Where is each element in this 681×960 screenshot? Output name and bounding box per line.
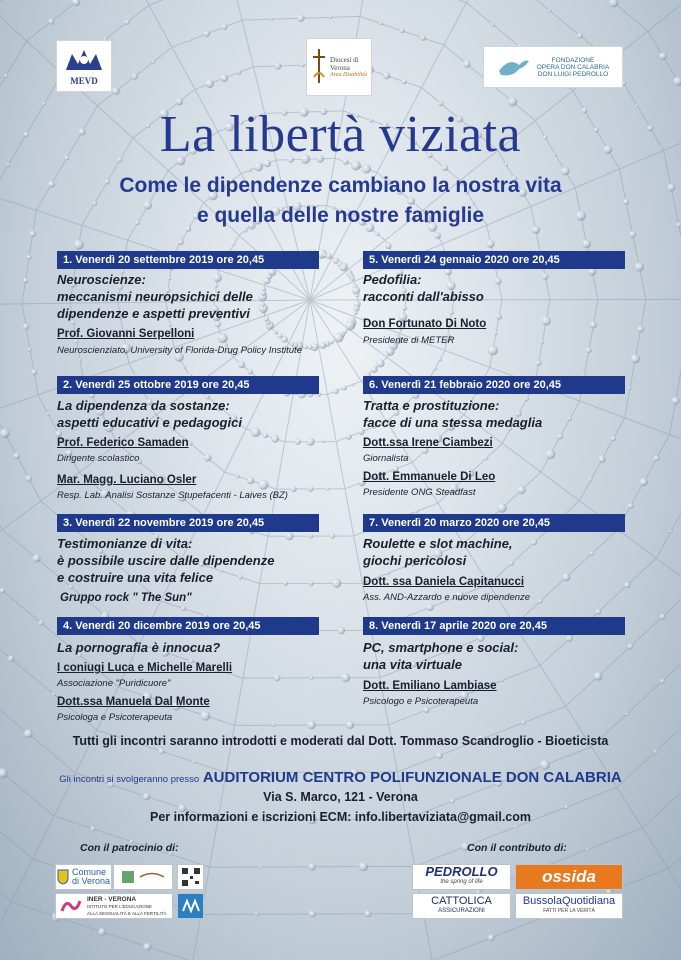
event-2-speaker-2-role: Resp. Lab. Analisi Sostanze Stupefacenti - Laives (BZ): [57, 490, 288, 501]
event-8-title-line1: PC, smartphone e social:: [363, 640, 519, 655]
dew-drop: [625, 713, 628, 716]
dew-drop: [178, 239, 184, 245]
dew-drop: [445, 268, 452, 275]
dew-drop: [386, 572, 390, 576]
dew-drop: [38, 620, 43, 625]
dew-drop: [25, 475, 32, 482]
event-2-speaker-1-name: Prof. Federico Samaden: [57, 437, 189, 449]
dew-drop: [628, 387, 631, 390]
dew-drop: [248, 168, 252, 172]
foundation-line3: DON LUIGI PEDROLLO: [537, 70, 609, 78]
dew-drop: [353, 305, 359, 311]
dew-drop: [449, 310, 454, 315]
dew-drop: [271, 435, 279, 443]
dew-drop: [436, 752, 443, 759]
dew-drop: [590, 321, 597, 328]
dew-drop: [487, 240, 495, 248]
dew-drop: [433, 366, 437, 370]
dew-drop: [219, 569, 222, 572]
dew-drop: [192, 760, 196, 764]
dew-drop: [320, 342, 327, 349]
mevd-logo: [56, 40, 112, 92]
sponsor-mark-icon: [181, 899, 201, 913]
event-2-speaker-1-role: Dirigente scolastico: [57, 453, 140, 464]
dew-drop: [247, 369, 253, 375]
dew-drop: [221, 24, 227, 30]
comune-shield-icon: [57, 869, 69, 885]
dew-drop: [442, 165, 449, 172]
event-3-title-line3: e costruire una vita felice: [57, 570, 214, 585]
dew-drop: [352, 287, 360, 295]
dew-drop: [531, 540, 537, 546]
diocese-line3: Area Disabilità: [330, 72, 367, 78]
dew-drop: [236, 474, 240, 478]
dew-drop: [255, 912, 259, 916]
event-5-speaker-1-name: Don Fortunato Di Noto: [363, 318, 487, 330]
dew-drop: [308, 581, 313, 586]
dew-drop: [270, 18, 273, 21]
event-4-speaker-1-role: Associazione "Puridicuore": [57, 678, 171, 689]
dew-drop: [98, 928, 106, 936]
venue-prefix: Gli incontri si svolgeranno presso: [59, 774, 200, 785]
dew-drop: [132, 73, 138, 79]
dew-drop: [509, 561, 514, 566]
diocese-logo: [306, 38, 372, 96]
event-5-speaker-1-role: Presidente di METER: [363, 335, 455, 346]
event-4-speaker-1-name: I coniugi Luca e Michelle Marelli: [57, 662, 233, 674]
dew-drop: [168, 277, 171, 280]
dew-drop: [595, 609, 601, 615]
event-6-speaker-2-name: Dott. Emmanuele Di Leo: [363, 471, 496, 483]
dew-drop: [309, 910, 316, 917]
dew-drop: [501, 679, 504, 682]
dew-drop: [424, 707, 430, 713]
dew-drop: [558, 434, 564, 440]
dew-drop: [277, 333, 282, 338]
dew-drop: [309, 534, 314, 539]
event-8-speaker-1-role: Psicologo e Psicoterapeuta: [363, 696, 479, 707]
dew-drop: [260, 302, 265, 307]
event-7-speaker-1-name: Dott. ssa Daniela Capitanucci: [363, 576, 525, 588]
dew-drop: [536, 360, 542, 366]
iner-verona-logo: [55, 893, 173, 919]
dew-drop: [488, 346, 498, 356]
dew-drop: [181, 606, 186, 611]
event-7-title-line2: giochi pericolosi: [363, 553, 467, 568]
dew-drop: [28, 347, 32, 351]
comune-verona-logo: [55, 864, 112, 890]
event-4-date-bar: 4. Venerdì 20 dicembre 2019 ore 20,45: [57, 617, 319, 635]
dew-drop: [307, 721, 315, 729]
event-3-title-line1: Testimonianze di vita:: [57, 536, 193, 551]
dew-drop: [438, 357, 442, 361]
dew-drop: [268, 268, 276, 276]
dew-drop: [628, 644, 634, 650]
comune-line1: Comune: [71, 867, 107, 877]
dew-drop: [564, 805, 568, 809]
dew-drop: [262, 287, 267, 292]
dew-drop: [204, 31, 210, 37]
dew-drop: [188, 441, 192, 445]
dew-drop: [514, 825, 517, 828]
dew-drop: [659, 52, 667, 60]
dew-drop: [386, 347, 395, 356]
ossida-name: ossida: [542, 867, 596, 886]
event-6-speaker-1-name: Dott.ssa Irene Ciambezi: [363, 437, 493, 449]
dew-drop: [275, 63, 282, 70]
event-3-date-bar: 3. Venerdì 22 novembre 2019 ore 20,45: [57, 514, 319, 532]
dew-drop: [259, 480, 269, 490]
dew-drop: [491, 23, 495, 27]
diocese-sponsor-logo: [113, 864, 173, 890]
dew-drop: [542, 273, 549, 280]
dew-drop: [673, 77, 681, 86]
moderator-line: Tutti gli incontri saranno introdotti e moderati dal Dott. Tommaso Scandroglio - Bioeticista: [72, 734, 609, 748]
dew-drop: [562, 573, 570, 581]
dew-drop: [660, 679, 665, 684]
pedrollo-name: PEDROLLO: [425, 864, 498, 879]
subtitle-line1: Come le dipendenze cambiano la nostra vita: [119, 174, 562, 197]
dew-drop: [518, 486, 526, 494]
mevd-label: MEVD: [70, 76, 98, 86]
dew-drop: [598, 456, 605, 463]
dew-drop: [285, 532, 293, 540]
dew-drop: [488, 934, 495, 941]
dew-drop: [362, 164, 371, 173]
dew-drop: [23, 323, 29, 329]
cattolica-subtitle: ASSICURAZIONI: [438, 908, 485, 914]
event-4-speaker-2-role: Psicologa e Psicoterapeuta: [57, 712, 173, 723]
pedrollo-tagline: the spring of life: [440, 879, 483, 885]
dew-drop: [351, 383, 354, 386]
dove-icon: [497, 55, 531, 79]
dew-drop: [220, 74, 228, 82]
dew-drop: [308, 486, 314, 492]
dew-drop: [78, 358, 82, 362]
dew-drop: [654, 750, 658, 754]
dew-drop: [310, 676, 314, 680]
dew-drop: [48, 18, 54, 24]
dew-drop: [30, 230, 37, 237]
pedrollo-logo: [412, 864, 511, 890]
dew-drop: [74, 240, 84, 250]
foundation-logo: [483, 46, 623, 88]
dew-drop: [415, 510, 418, 513]
dew-drop: [355, 293, 359, 297]
event-7-title-line1: Roulette e slot machine,: [363, 536, 513, 551]
dew-drop: [205, 79, 214, 88]
info-email-line: Per informazioni e iscrizioni ECM: info.libertaviziata@gmail.com: [149, 810, 531, 824]
dew-drop: [8, 655, 15, 662]
dew-drop: [188, 39, 191, 42]
dew-drop: [345, 321, 355, 331]
dew-drop: [232, 242, 235, 245]
dew-drop: [629, 231, 636, 238]
dew-drop: [496, 314, 502, 320]
dew-drop: [590, 551, 595, 556]
dew-drop: [546, 450, 555, 459]
dew-drop: [654, 456, 660, 462]
comune-line2: di Verona: [71, 876, 111, 886]
dew-drop: [329, 15, 333, 19]
dew-drop: [339, 263, 348, 272]
dew-drop: [238, 575, 243, 580]
dew-drop: [346, 721, 354, 729]
foundation-line1: FONDAZIONE: [551, 56, 595, 64]
event-6-speaker-2-role: Presidente ONG Steadfast: [363, 487, 476, 498]
dew-drop: [158, 748, 164, 754]
bussola-logo: [515, 893, 623, 919]
dew-drop: [247, 477, 255, 485]
mevd-emblem-icon: [62, 46, 106, 76]
dew-drop: [52, 693, 56, 697]
cattolica-logo: [412, 893, 511, 919]
dew-drop: [337, 627, 345, 635]
dew-drop: [183, 365, 187, 369]
dew-drop: [495, 278, 502, 285]
iner-line1: INER - VERONA: [87, 895, 137, 903]
event-5-date-bar: 5. Venerdì 24 gennaio 2020 ore 20,45: [363, 251, 625, 269]
event-5-title-line1: Pedofilia:: [363, 272, 422, 287]
dew-drop: [283, 581, 288, 586]
dew-drop: [498, 503, 507, 512]
blue-sponsor-logo: [177, 893, 204, 919]
dew-drop: [402, 306, 407, 311]
dew-drop: [23, 278, 28, 283]
dew-drop: [401, 79, 406, 84]
dew-drop: [566, 635, 573, 642]
cross-icon: [311, 47, 327, 87]
event-8-date-bar: 8. Venerdì 17 aprile 2020 ore 20,45: [363, 617, 625, 635]
dew-drop: [306, 438, 314, 446]
event-2-date-bar: 2. Venerdì 25 ottobre 2019 ore 20,45: [57, 376, 319, 394]
dew-drop: [215, 284, 219, 288]
venue-name: AUDITORIUM CENTRO POLIFUNZIONALE DON CALABRIA: [202, 769, 622, 786]
dew-drop: [251, 427, 261, 437]
dew-drop: [274, 330, 278, 334]
dew-drop: [541, 340, 545, 344]
dew-drop: [168, 323, 171, 326]
event-2-speaker-2-name: Mar. Magg. Luciano Osler: [57, 474, 197, 486]
dew-drop: [594, 672, 603, 681]
dew-drop: [308, 345, 313, 350]
event-3-speaker-1-name: Gruppo rock " The Sun": [60, 592, 192, 604]
dew-drop: [238, 361, 245, 368]
dew-drop: [611, 436, 616, 441]
dew-drop: [263, 433, 268, 438]
event-8-speaker-1-name: Dott. Emiliano Lambiase: [363, 680, 497, 692]
dew-drop: [236, 70, 241, 75]
dew-drop: [330, 533, 335, 538]
dew-drop: [301, 63, 305, 67]
event-4-speaker-2-name: Dott.ssa Manuela Dal Monte: [57, 696, 210, 708]
dew-drop: [376, 232, 380, 236]
dew-drop: [524, 397, 529, 402]
dew-drop: [143, 943, 151, 951]
dew-drop: [322, 440, 325, 443]
dew-drop: [379, 22, 383, 26]
dew-drop: [271, 723, 275, 727]
dew-drop: [213, 274, 222, 283]
dew-drop: [624, 582, 630, 588]
dew-drop: [112, 87, 120, 95]
bussola-name: BussolaQuotidiana: [522, 895, 616, 907]
event-1-title-line1: Neuroscienze:: [57, 272, 146, 287]
event-6-speaker-1-role: Giornalista: [363, 453, 409, 464]
event-1-title-line3: dipendenze e aspetti preventivi: [57, 306, 250, 321]
dew-drop: [542, 316, 551, 325]
bussola-tagline: FATTI PER LA VERITÀ: [543, 908, 595, 914]
event-8-title-line2: una vita virtuale: [363, 657, 462, 672]
dew-drop: [609, 0, 618, 7]
dew-drop: [376, 359, 384, 367]
dew-drop: [47, 413, 50, 416]
event-6-title-line2: facce di una stessa medaglia: [363, 415, 543, 430]
dew-drop: [346, 434, 352, 440]
dew-drop: [4, 74, 8, 78]
dew-drop: [538, 599, 543, 604]
dew-drop: [640, 478, 648, 486]
dew-drop: [672, 397, 680, 405]
event-5-title-line2: racconti dall'abisso: [363, 289, 484, 304]
event-3-title-line2: è possibile uscire dalle dipendenze: [57, 553, 275, 568]
dew-drop: [27, 255, 32, 260]
dew-drop: [201, 711, 211, 721]
event-1-speaker-1-name: Prof. Giovanni Serpelloni: [57, 328, 195, 340]
dew-drop: [274, 675, 280, 681]
dew-drop: [494, 332, 498, 336]
dew-drop: [568, 417, 572, 421]
diocese-line1: Diocesi di: [330, 56, 359, 64]
dew-drop: [427, 604, 434, 611]
event-2-title-line2: aspetti educativi e pedagogici: [57, 415, 242, 430]
qr-code: [177, 864, 204, 890]
dew-drop: [291, 486, 297, 492]
dew-drop: [308, 863, 316, 871]
event-1-speaker-1-role: Neuroscienziato, University of Florida-Drug Policy Institute: [57, 345, 302, 356]
iner-emblem-icon: [60, 897, 82, 915]
iner-line2: ISTITUTO PER L'EDUCAZIONE: [87, 903, 153, 909]
contribution-label: Con il contributo di:: [467, 842, 567, 854]
dew-drop: [354, 311, 358, 315]
event-1-date-bar: 1. Venerdì 20 settembre 2019 ore 20,45: [57, 251, 319, 269]
event-6-title-line1: Tratta e prostituzione:: [363, 398, 500, 413]
patronage-label: Con il patrocinio di:: [80, 842, 179, 854]
subtitle-line2: e quella delle nostre famiglie: [196, 204, 485, 227]
dew-drop: [582, 239, 591, 248]
dew-drop: [637, 326, 644, 333]
dew-drop: [72, 0, 80, 6]
event-2-title-line1: La dipendenza da sostanze:: [57, 398, 230, 413]
dew-drop: [577, 33, 583, 39]
dew-drop: [660, 614, 666, 620]
event-7-date-bar: 7. Venerdì 20 marzo 2020 ore 20,45: [363, 514, 625, 532]
dew-drop: [383, 72, 390, 79]
dew-drop: [218, 333, 228, 343]
dew-drop: [628, 503, 634, 509]
dew-drop: [385, 243, 391, 249]
ossida-logo: [515, 864, 623, 890]
venue-address: Via S. Marco, 121 - Verona: [263, 790, 418, 804]
dew-drop: [365, 910, 372, 917]
dew-drop: [669, 530, 672, 533]
diocese-line2: Verona: [330, 64, 350, 72]
event-7-speaker-1-role: Ass. AND-Azzardo e nuove dipendenze: [363, 592, 531, 603]
dew-drop: [326, 253, 332, 259]
dew-drop: [295, 439, 301, 445]
dew-drop: [332, 579, 341, 588]
cattolica-name: CATTOLICA: [431, 895, 492, 907]
dew-drop: [342, 385, 347, 390]
dew-drop: [420, 35, 426, 41]
dew-drop: [297, 15, 304, 22]
diocese-emblem-icon: [118, 868, 168, 886]
dew-drop: [434, 232, 441, 239]
venue-line: [0, 769, 681, 786]
dew-drop: [90, 826, 95, 831]
dew-drop: [370, 366, 377, 373]
dew-drop: [635, 262, 644, 271]
dew-drop: [125, 20, 130, 25]
dew-drop: [204, 454, 212, 462]
dew-drop: [522, 721, 526, 725]
dew-drop: [463, 60, 471, 68]
dew-drop: [304, 345, 308, 349]
dew-drop: [152, 60, 156, 64]
dew-drop: [359, 862, 368, 871]
dew-drop: [259, 866, 262, 869]
dew-drop: [589, 478, 592, 481]
dew-drop: [31, 369, 37, 375]
qr-code-icon: [181, 867, 201, 887]
dew-drop: [484, 456, 488, 460]
dew-drop: [350, 276, 355, 281]
iner-line3: ALLA SESSUALITÀ E ALLA FERTILITÀ: [87, 910, 167, 916]
dew-drop: [0, 429, 10, 439]
dew-drop: [55, 430, 62, 437]
dew-drop: [334, 333, 344, 343]
dew-drop: [33, 554, 41, 562]
dew-drop: [548, 9, 551, 12]
dew-drop: [631, 354, 640, 363]
foundation-line2: OPERA DON CALABRIA: [536, 63, 610, 71]
dew-drop: [586, 348, 592, 354]
event-1-title-line2: meccanismi neuropsichici delle: [57, 289, 253, 304]
dew-drop: [326, 487, 329, 490]
event-4-title-line1: La pornografia è innocua?: [57, 640, 221, 655]
poster-title: La libertà viziata: [159, 106, 522, 163]
dew-drop: [333, 388, 339, 394]
dew-drop: [586, 848, 589, 851]
dew-drop: [341, 673, 350, 682]
dew-drop: [243, 228, 247, 232]
event-6-date-bar: 6. Venerdì 21 febbraio 2020 ore 20,45: [363, 376, 625, 394]
dew-drop: [264, 316, 269, 321]
dew-drop: [13, 453, 20, 460]
dew-drop: [399, 28, 404, 33]
